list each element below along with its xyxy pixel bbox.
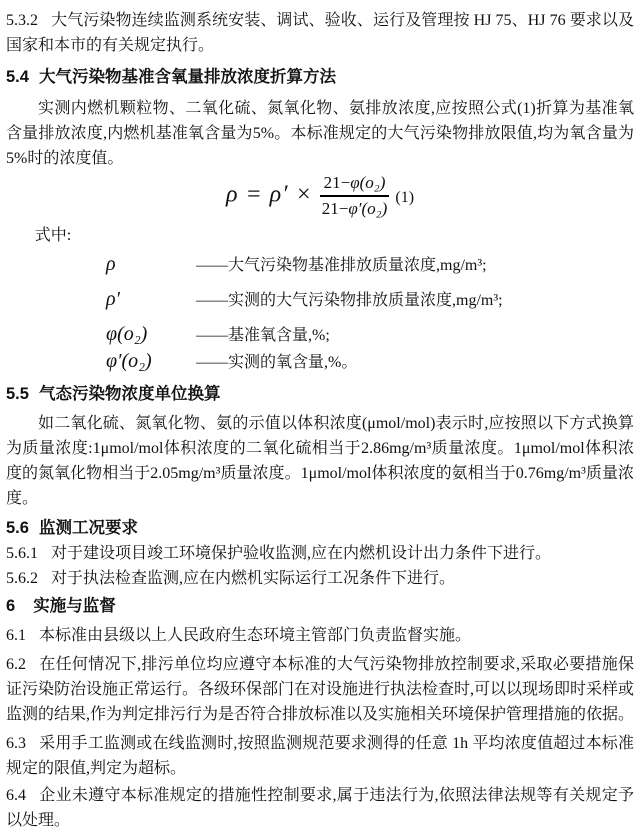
formula-legend: [6, 252, 634, 375]
fraction-numerator: 21−φ(o₂): [320, 173, 390, 197]
equation-1: [6, 175, 634, 221]
legend-definition: ——实测的大气污染物排放质量浓度,mg/m³;: [196, 292, 503, 309]
section-heading-5-6: [6, 515, 634, 541]
clause-text: 对于建设项目竣工环境保护验收监测,应在内燃机设计出力条件下进行。: [51, 545, 552, 562]
section-heading-5-4: [6, 64, 634, 90]
legend-definition: ——实测的氧含量,%。: [196, 354, 358, 371]
clause-text: 本标准由县级以上人民政府生态环境主管部门负责监督实施。: [39, 627, 472, 644]
legend-row-rho-prime: [106, 287, 634, 313]
clause-text: 大气污染物连续监测系统安装、调试、验收、运行及管理按 HJ 75、HJ 76 要求以及国家和本市的有关规定执行。: [6, 12, 634, 54]
fraction-denominator: 21−φ′(o₂): [321, 199, 388, 218]
equation-lhs: ρ = ρ′ ×: [225, 181, 313, 208]
legend-row-rho: [106, 252, 634, 278]
clause-6-4: [6, 783, 634, 833]
clause-text: 对于执法检查监测,应在内燃机实际运行工况条件下进行。: [51, 570, 456, 587]
clause-number: 6.4: [6, 787, 26, 804]
clause-5-6-1: [6, 541, 634, 566]
clause-number: 6.1: [6, 627, 26, 644]
clause-5-3-2: [6, 8, 634, 58]
heading-title: 监测工况要求: [38, 519, 138, 537]
heading-number: 6: [6, 597, 16, 615]
heading-number: 5.5: [6, 385, 29, 403]
clause-number: 6.2: [6, 656, 26, 673]
clause-text: 在任何情况下,排污单位均应遵守本标准的大气污染物排放控制要求,采取必要措施保证污染防治设施正常运行。各级环保部门在对设施进行执法检查时,可以以现场即时采样或监测的结果,作为判定排污行为是否符合排放标准以及实施相关环境保护管理措施的依据。: [6, 656, 635, 723]
clause-number: 6.3: [6, 735, 26, 752]
heading-number: 5.4: [6, 68, 29, 86]
equation-number: (1): [395, 189, 415, 206]
legend-symbol: φ(o₂): [106, 323, 148, 345]
heading-title: 实施与监督: [33, 597, 116, 615]
clause-number: 5.3.2: [6, 12, 38, 29]
clause-text: 采用手工监测或在线监测时,按照监测规范要求测得的任意 1h 平均浓度值超过本标准规定的限值,判定为超标。: [6, 735, 634, 777]
legend-definition: ——基准氧含量,%;: [196, 327, 330, 344]
clause-number: 5.6.1: [6, 545, 38, 562]
paragraph-5-4: 实测内燃机颗粒物、二氧化硫、氮氧化物、氨排放浓度,应按照公式(1)折算为基准氧含量排放浓度,内燃机基准氧含量为5%。本标准规定的大气污染物排放限值,均为氧含量为5%时的浓度值。: [6, 100, 634, 167]
heading-title: 大气污染物基准含氧量排放浓度折算方法: [38, 68, 336, 86]
legend-symbol: ρ: [106, 253, 116, 275]
clause-number: 5.6.2: [6, 570, 38, 587]
where-label: 式中:: [34, 227, 72, 244]
clause-text: 企业未遵守本标准规定的措施性控制要求,属于违法行为,依照法律法规等有关规定予以处理。: [6, 787, 634, 829]
legend-symbol: φ′(o₂): [106, 350, 152, 372]
paragraph-5-5: 如二氧化硫、氮氧化物、氨的示值以体积浓度(μmol/mol)表示时,应按照以下方式换算为质量浓度:1μmol/mol体积浓度的二氧化硫相当于2.86mg/m³质量浓度。1μmol/mol体积浓度的氮氧化物相当于2.05mg/m³质量浓度。1μmol/mol体积浓度的氨相当于0.76mg/m³质量浓度。: [6, 415, 634, 507]
legend-row-phi-prime-o2: [106, 349, 634, 375]
legend-row-phi-o2: [106, 322, 634, 348]
clause-5-6-2: [6, 566, 634, 591]
heading-number: 5.6: [6, 519, 29, 537]
legend-definition: ——大气污染物基准排放质量浓度,mg/m³;: [196, 257, 487, 274]
section-heading-5-5: [6, 381, 634, 407]
clause-6-1: [6, 623, 634, 648]
equation-fraction: [320, 173, 390, 219]
clause-6-3: [6, 731, 634, 781]
heading-title: 气态污染物浓度单位换算: [38, 385, 221, 403]
section-heading-6: [6, 593, 634, 619]
legend-symbol: ρ′: [106, 288, 120, 310]
clause-6-2: [6, 652, 634, 727]
